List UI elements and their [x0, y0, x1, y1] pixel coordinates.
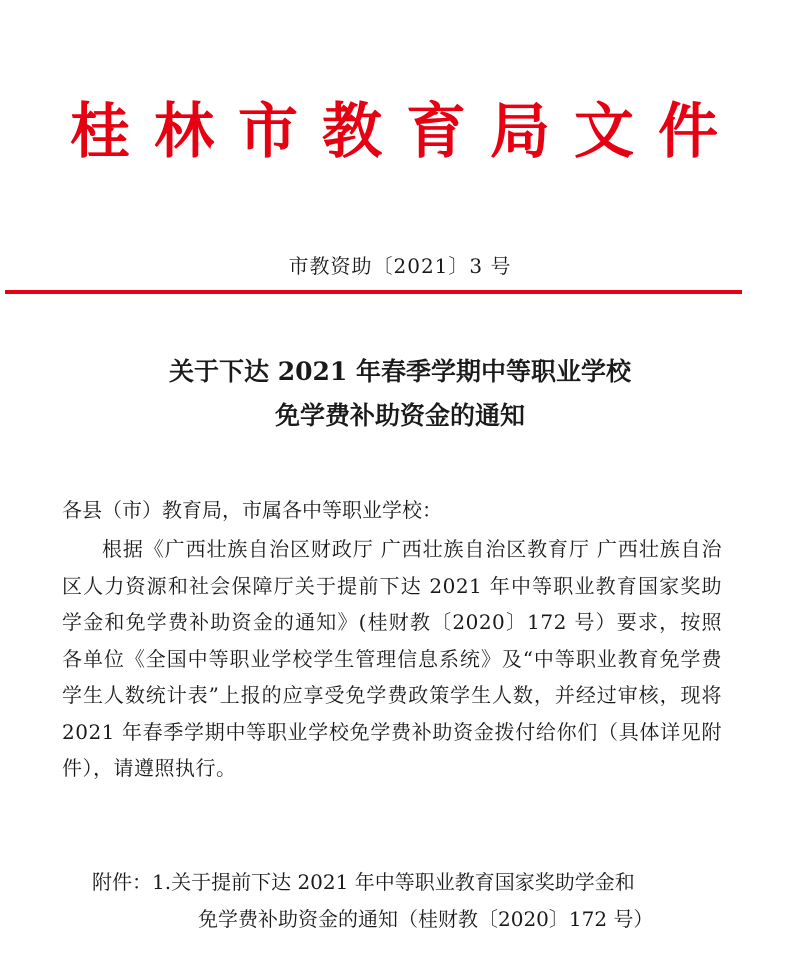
attachment-list	[92, 864, 732, 937]
document-number: 市教资助〔2021〕3 号	[288, 254, 512, 278]
attachment-item-1-continuation: 免学费补助资金的通知（桂财教〔2020〕172 号）	[198, 906, 654, 931]
attachment-label: 附件：	[92, 870, 152, 894]
attachment-item-1: 1.关于提前下达 2021 年中等职业教育国家奖助学金和	[152, 870, 635, 894]
red-divider-rule	[5, 290, 742, 294]
masthead-title: 桂林市教育局文件	[70, 97, 742, 167]
salutation: 各县（市）教育局，市属各中等职业学校：	[62, 498, 442, 522]
notice-title-line-1: 关于下达 2021 年春季学期中等职业学校	[169, 357, 631, 386]
notice-title	[0, 350, 800, 438]
notice-title-line-2: 免学费补助资金的通知	[274, 401, 525, 430]
body-paragraph: 根据《广西壮族自治区财政厅 广西壮族自治区教育厅 广西壮族自治区人力资源和社会保障厅关于提前下达 2021 年中等职业教育国家奖助学金和免学费补助资金的通知》(桂财教〔2020〕172 号）要求，按照各单位《全国中等职业学校学生管理信息系统》及“中等职业教育免学费学生人数统计表”上报的应享受免学费政策学生人数，并经过审核，现将 2021 年春季学期中等职业学校免学费补助资金拨付给你们（具体详见附件），请遵照执行。	[62, 537, 722, 780]
